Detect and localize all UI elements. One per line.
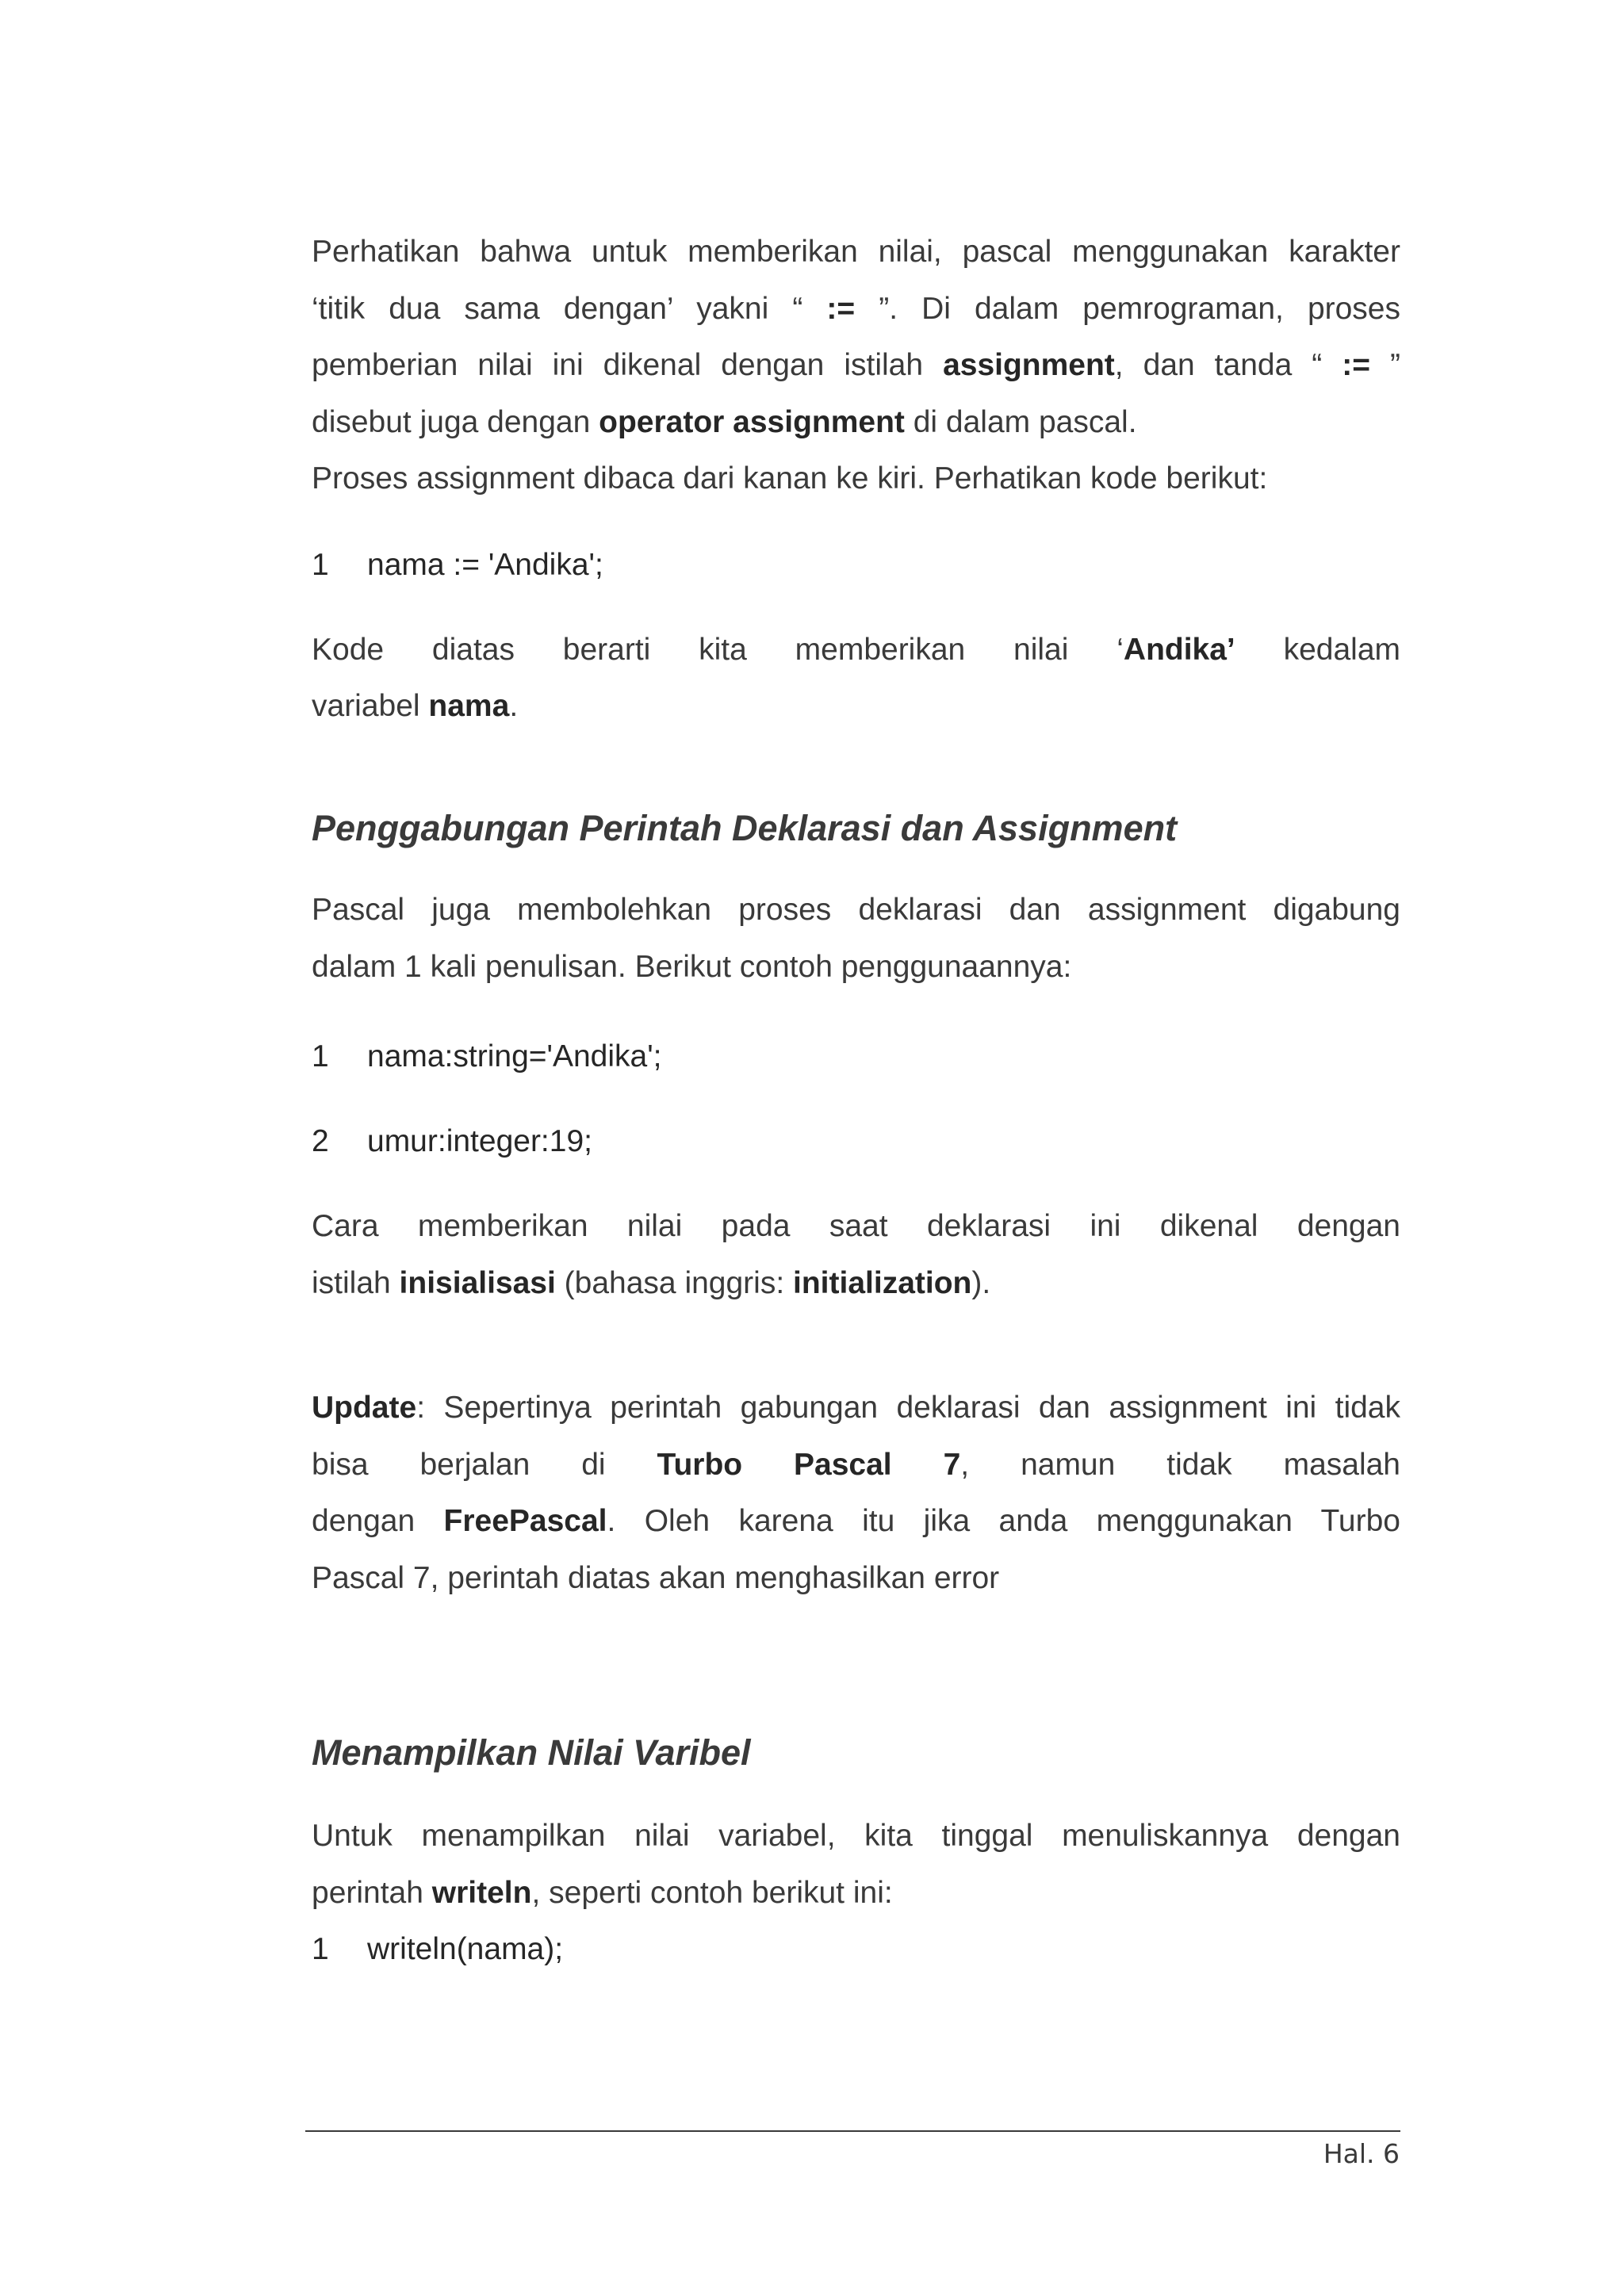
paragraph-assignment-intro <box>312 224 1400 507</box>
code-line <box>312 1921 1400 1978</box>
paragraph-line <box>312 1493 1400 1550</box>
update-label: Update <box>312 1391 417 1425</box>
paragraph-rest: kedalam <box>1235 633 1401 667</box>
paragraph-line <box>312 882 1400 939</box>
paragraph-andika-explanation-line2 <box>312 678 1400 735</box>
term-writeln: writeln <box>431 1875 532 1910</box>
code-block-2 <box>312 1028 1400 1085</box>
paragraph-line <box>312 1437 1400 1494</box>
term-inisialisasi: inisialisasi <box>399 1265 556 1300</box>
variable-nama: nama <box>428 689 510 723</box>
paragraph-text: : Sepertinya perintah gabungan deklarasi dan assignment ini tidak <box>416 1391 1400 1425</box>
paragraph-inisialisasi <box>312 1198 1400 1311</box>
paragraph-line: variabel nama. <box>312 689 519 723</box>
paragraph-text: dalam 1 kali penulisan. Berikut contoh penggunaannya: <box>312 949 1072 984</box>
page-number: Hal. 6 <box>1323 2138 1400 2169</box>
section-heading-menampilkan <box>312 1729 1400 1777</box>
paragraph-text: Pascal 7, perintah diatas akan menghasilkan error <box>312 1560 1000 1595</box>
paragraph-line <box>312 939 1400 996</box>
paragraph-writeln <box>312 1808 1400 1921</box>
value-andika: Andika’ <box>1123 633 1235 667</box>
paragraph-declaration-combined <box>312 882 1400 995</box>
paragraph-line: Proses assignment dibaca dari kanan ke kiri. Perhatikan kode berikut: <box>312 461 1268 496</box>
paragraph-line <box>312 1550 1400 1607</box>
paragraph-text: dengan <box>312 1504 444 1538</box>
line-number: 2 <box>312 1124 329 1158</box>
code-block-1 <box>312 537 1400 594</box>
paragraph-text: istilah <box>312 1265 400 1300</box>
line-number: 1 <box>312 1039 329 1073</box>
paragraph-line: Perhatikan bahwa untuk memberikan nilai, pascal menggunakan karakter <box>312 235 1400 269</box>
term-assignment: assignment <box>943 348 1115 382</box>
paragraph-line: ‘titik dua sama dengan’ yakni “ := ”. Di dalam pemrograman, proses <box>312 291 1400 326</box>
term-initialization: initialization <box>793 1265 972 1300</box>
assignment-operator: := <box>1322 348 1391 382</box>
paragraph-text: Untuk menampilkan nilai variabel, kita tinggal menuliskannya dengan <box>312 1819 1400 1853</box>
code-block-3 <box>312 1921 1400 1978</box>
code-line <box>312 1113 1400 1170</box>
code-line <box>312 537 1400 594</box>
term-operator-assignment: operator assignment <box>599 404 905 439</box>
paragraph-text: Pascal juga membolehkan proses deklarasi dan assignment digabung <box>312 893 1400 927</box>
code-line <box>312 1028 1400 1085</box>
paragraph-text: bisa berjalan di <box>312 1447 657 1482</box>
paragraph-text: variabel <box>312 689 429 723</box>
paragraph-text: , namun tidak masalah <box>960 1447 1400 1482</box>
paragraph-text: Cara memberikan nilai pada saat deklarasi ini dikenal dengan <box>312 1209 1400 1243</box>
paragraph-line: istilah inisialisasi (bahasa inggris: initialization). <box>312 1265 991 1300</box>
paragraph-line: perintah writeln, seperti contoh berikut ini: <box>312 1875 893 1910</box>
line-number: 1 <box>312 1932 329 1966</box>
code-text: writeln(nama); <box>367 1932 564 1966</box>
paragraph-line <box>312 1380 1400 1437</box>
paragraph-line <box>312 1808 1400 1865</box>
code-text: nama:string='Andika'; <box>367 1039 662 1073</box>
paragraph-line: disebut juga dengan operator assignment di dalam pascal. <box>312 404 1137 439</box>
code-block-2-line2 <box>312 1113 1400 1170</box>
term-freepascal: FreePascal <box>443 1504 607 1538</box>
code-text: nama := 'Andika'; <box>367 548 603 582</box>
code-text: umur:integer:19; <box>367 1124 592 1158</box>
section-heading-penggabungan <box>312 805 1400 852</box>
update-note <box>312 1380 1400 1606</box>
section-title: Penggabungan Perintah Deklarasi dan Assignment <box>312 808 1178 848</box>
paragraph-line <box>312 1198 1400 1255</box>
line-number: 1 <box>312 548 329 582</box>
paragraph-text: . Oleh karena itu jika anda menggunakan Turbo <box>607 1504 1400 1538</box>
section-title: Menampilkan Nilai Varibel <box>312 1732 751 1773</box>
paragraph-line: pemberian nilai ini dikenal dengan istilah assignment, dan tanda “ := ” <box>312 348 1401 382</box>
assignment-operator: := <box>802 291 879 326</box>
paragraph-andika-explanation <box>312 622 1400 679</box>
footer-divider <box>305 2130 1400 2132</box>
term-turbo-pascal: Turbo Pascal 7 <box>657 1447 961 1482</box>
paragraph-line: Kode diatas berarti kita memberikan nilai ‘Andika’ kedalam <box>312 633 1401 667</box>
paragraph-text: perintah <box>312 1875 432 1910</box>
